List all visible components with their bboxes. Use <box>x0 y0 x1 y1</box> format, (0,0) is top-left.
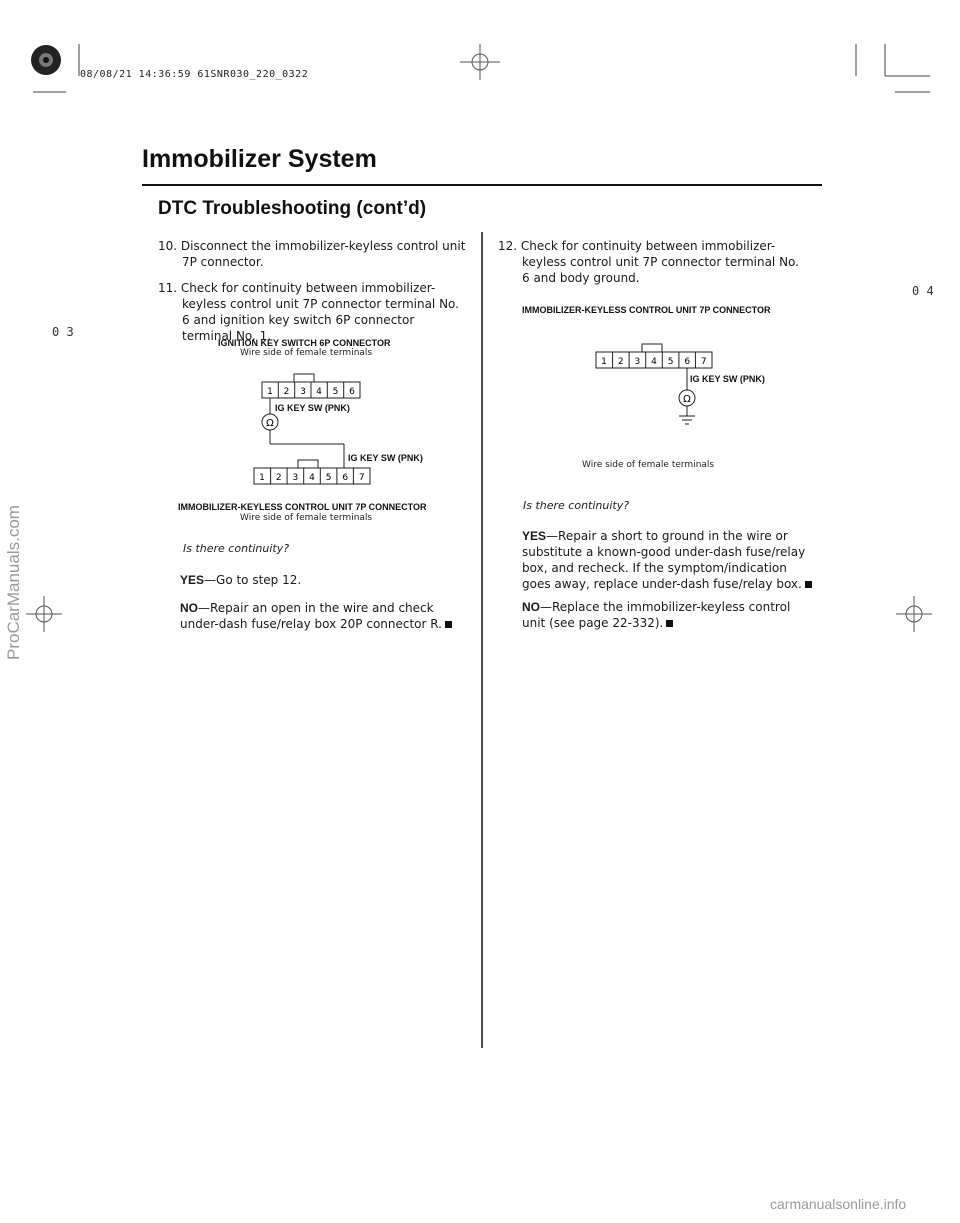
bottom-terminal-1: 1 <box>259 473 265 483</box>
top-terminal-2: 2 <box>283 387 290 397</box>
answer-yes-right: YES—Repair a short to ground in the wire or substitute a known-good under-dash fuse/relay box, and recheck. If the symptom/indication goes away, replace under-dash fuse/relay box. <box>522 528 814 592</box>
answer-yes-left: YES—Go to step 12. <box>180 573 302 587</box>
yes-text-right: Repair a short to ground in the wire or substitute a known-good under-dash fuse/relay box, and recheck. If the symptom/indication goes away, replace under-dash fuse/relay box. <box>522 529 806 591</box>
page-title: Immobilizer System <box>142 145 377 173</box>
right-terminal-1: 1 <box>601 357 607 367</box>
bottom-terminal-2: 2 <box>275 473 282 483</box>
bottom-terminal-7: 7 <box>358 473 365 483</box>
side-watermark: ProCarManuals.com <box>4 505 23 660</box>
print-stamp: 08/08/21 14:36:59 61SNR030_220_0322 <box>80 69 309 80</box>
answer-no-left: NO—Repair an open in the wire and check under-dash fuse/relay box 20P connector R. <box>180 600 470 632</box>
control-unit-connector-subtitle-right: Wire side of female terminals <box>582 460 715 470</box>
bottom-watermark: carmanualsonline.info <box>770 1196 907 1212</box>
top-terminal-6: 6 <box>349 387 355 397</box>
control-unit-connector-subtitle-left: Wire side of female terminals <box>240 513 373 523</box>
end-mark-right-yes <box>805 581 812 588</box>
no-text-left: Repair an open in the wire and check under-dash fuse/relay box 20P connector R. <box>180 601 442 631</box>
margin-marker-right: 0 4 <box>912 284 934 298</box>
right-terminal-7: 7 <box>700 357 707 367</box>
control-unit-connector-title-left: IMMOBILIZER-KEYLESS CONTROL UNIT 7P CONNECTOR <box>178 502 427 512</box>
ignition-connector-subtitle: Wire side of female terminals <box>240 348 373 358</box>
no-label-left: NO <box>180 601 198 615</box>
right-terminal-3: 3 <box>634 357 641 367</box>
answer-no-right: NO—Replace the immobilizer-keyless control unit (see page 22-332). <box>522 600 791 630</box>
ground-icon <box>679 416 695 424</box>
no-text-right: Replace the immobilizer-keyless control unit (see page 22-332). <box>522 600 791 630</box>
yes-label-left: YES <box>180 573 205 587</box>
top-terminal-5: 5 <box>332 387 339 397</box>
question-right: Is there continuity? <box>523 499 630 512</box>
end-mark-right-no <box>666 620 673 627</box>
right-terminal-5: 5 <box>667 357 674 367</box>
wire-label-ig-key-top: IG KEY SW (PNK) <box>275 403 350 413</box>
no-label-right: NO <box>522 600 540 614</box>
right-terminal-4: 4 <box>651 357 657 367</box>
bottom-terminal-5: 5 <box>325 473 332 483</box>
yes-label-right: YES <box>522 529 547 543</box>
wire-label-ig-key-right: IG KEY SW (PNK) <box>690 374 765 384</box>
ignition-connector-title: IGNITION KEY SWITCH 6P CONNECTOR <box>218 338 391 348</box>
bottom-terminal-3: 3 <box>292 473 299 483</box>
top-terminal-4: 4 <box>316 387 322 397</box>
step-10: 10. Disconnect the immobilizer-keyless control unit 7P connector. <box>158 239 466 269</box>
continuity-diagram-left <box>240 370 390 496</box>
right-steps <box>498 238 808 286</box>
margin-marker-left: 0 3 <box>52 325 74 339</box>
top-terminal-1: 1 <box>267 387 273 397</box>
bottom-terminal-4: 4 <box>309 473 315 483</box>
control-unit-connector-title-right: IMMOBILIZER-KEYLESS CONTROL UNIT 7P CONNECTOR <box>522 305 771 315</box>
svg-text:Ω: Ω <box>266 418 274 429</box>
right-terminal-2: 2 <box>617 357 624 367</box>
yes-text-left: Go to step 12. <box>216 573 302 587</box>
svg-text:Ω: Ω <box>683 394 691 405</box>
section-subtitle: DTC Troubleshooting (cont’d) <box>158 198 427 219</box>
continuity-diagram-right <box>590 340 720 432</box>
question-left: Is there continuity? <box>183 542 290 555</box>
step-12: 12. Check for continuity between immobilizer-keyless control unit 7P connector terminal No. 6 and body ground. <box>498 239 799 285</box>
right-terminal-6: 6 <box>684 357 691 367</box>
step-11: 11. Check for continuity between immobilizer-keyless control unit 7P connector terminal No. 6 and ignition key switch 6P connector terminal No. 1. <box>158 281 459 343</box>
end-mark-left <box>445 621 452 628</box>
bottom-terminal-6: 6 <box>342 473 349 483</box>
top-terminal-3: 3 <box>300 387 306 397</box>
wire-label-ig-key-bottom: IG KEY SW (PNK) <box>348 453 423 463</box>
left-steps <box>158 238 468 344</box>
